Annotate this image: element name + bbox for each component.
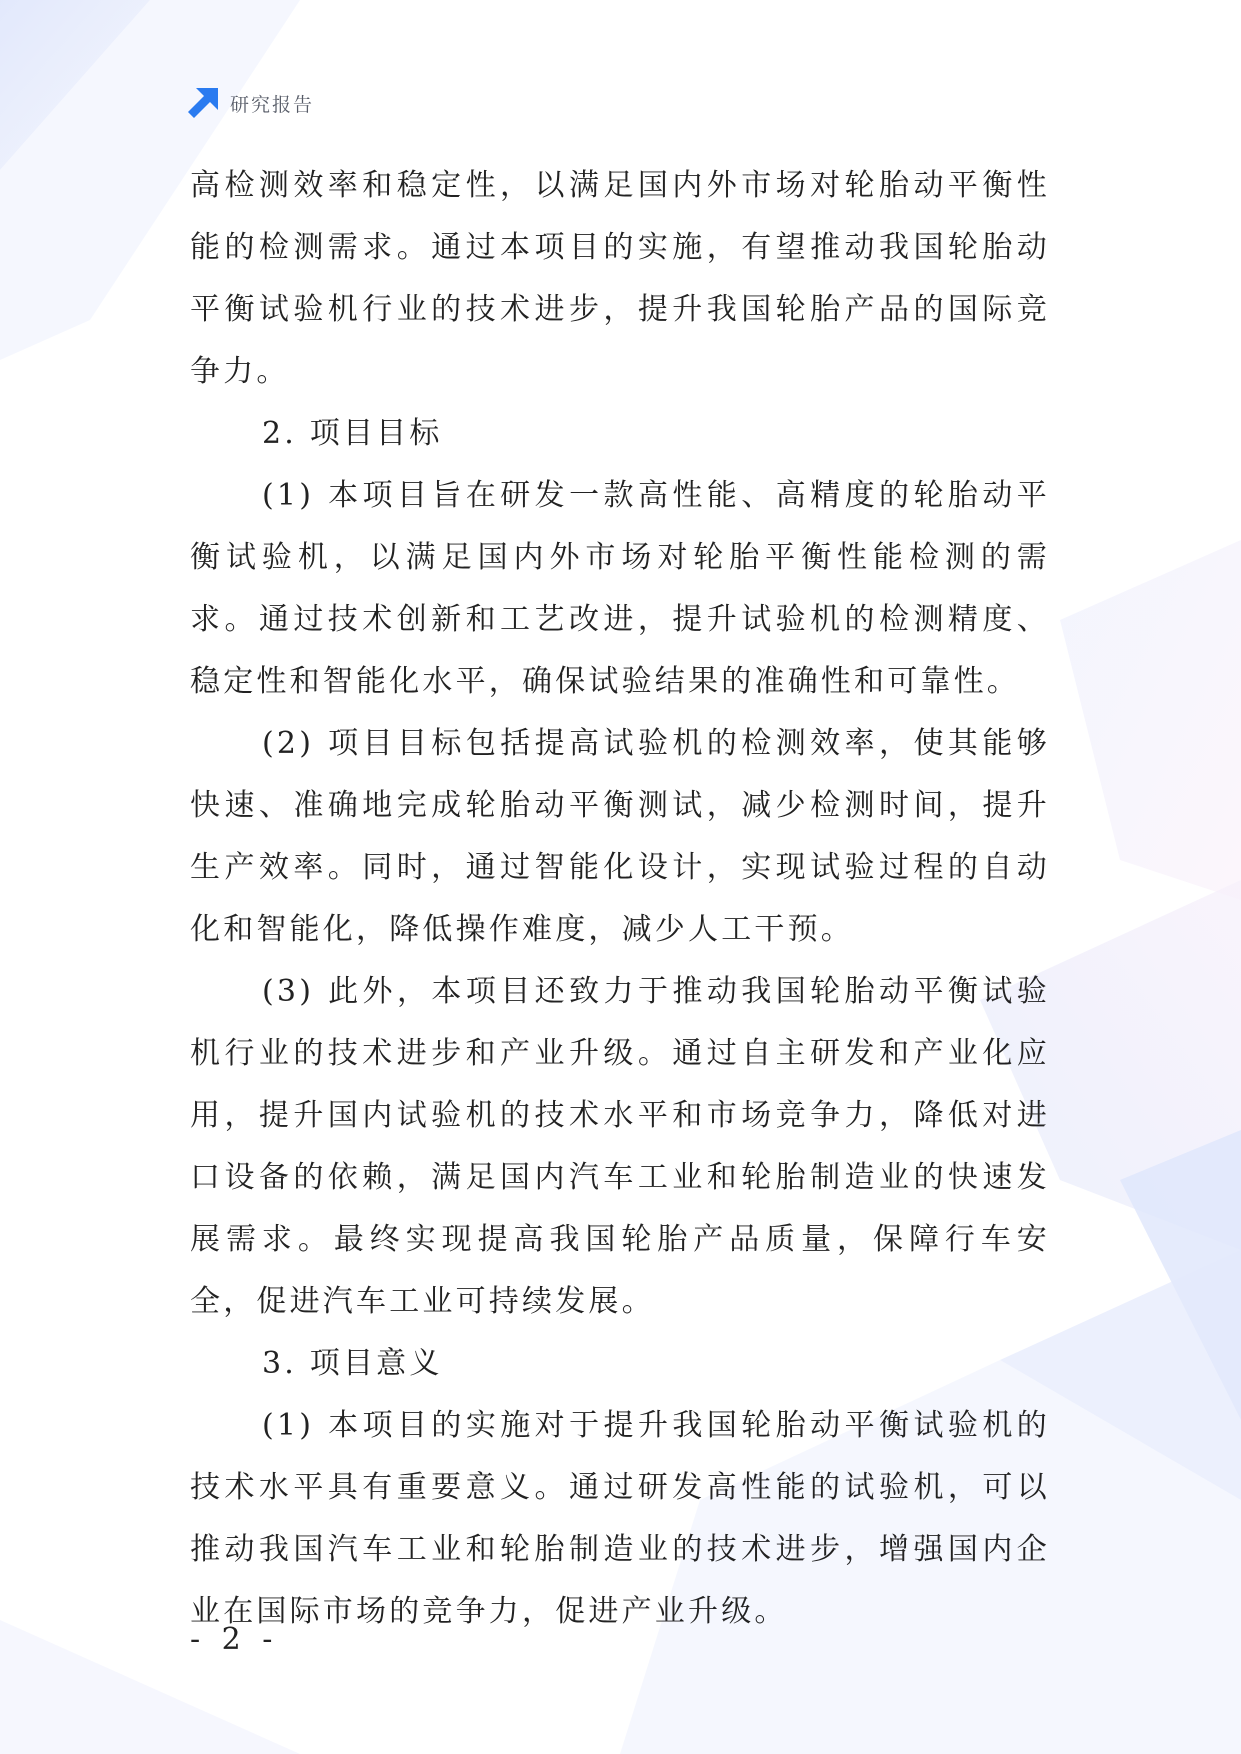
header-title: 研究报告	[230, 93, 315, 116]
report-header	[186, 86, 314, 120]
paragraph-goal-1: (1) 本项目旨在研发一款高性能、高精度的轮胎动平衡试验机，以满足国内外市场对轮胎平衡性能检测的需求。通过技术创新和工艺改进，提升试验机的检测精度、稳定性和智能化水平，确保试验结果的准确性和可靠性。	[190, 478, 1050, 699]
section-heading-project-significance: 3. 项目意义	[262, 1346, 443, 1381]
paragraph-continuation: 高检测效率和稳定性，以满足国内外市场对轮胎动平衡性能的检测需求。通过本项目的实施，有望推动我国轮胎动平衡试验机行业的技术进步，提升我国轮胎产品的国际竞争力。	[190, 168, 1050, 389]
paragraph-goal-3: (3) 此外，本项目还致力于推动我国轮胎动平衡试验机行业的技术进步和产业升级。通过自主研发和产业化应用，提升国内试验机的技术水平和市场竞争力，降低对进口设备的依赖，满足国内汽车工业和轮胎制造业的快速发展需求。最终实现提高我国轮胎产品质量，保障行车安全，促进汽车工业可持续发展。	[190, 974, 1050, 1319]
page-number: - 2 -	[190, 1622, 279, 1657]
section-heading-project-goals: 2. 项目目标	[262, 416, 443, 451]
report-body	[190, 155, 1050, 1643]
paragraph-significance-1: (1) 本项目的实施对于提升我国轮胎动平衡试验机的技术水平具有重要意义。通过研发高性能的试验机，可以推动我国汽车工业和轮胎制造业的技术进步，增强国内企业在国际市场的竞争力，促进产业升级。	[190, 1408, 1050, 1629]
arrow-up-right-icon	[186, 86, 220, 120]
paragraph-goal-2: (2) 项目目标包括提高试验机的检测效率，使其能够快速、准确地完成轮胎动平衡测试，减少检测时间，提升生产效率。同时，通过智能化设计，实现试验过程的自动化和智能化，降低操作难度，减少人工干预。	[190, 726, 1050, 947]
